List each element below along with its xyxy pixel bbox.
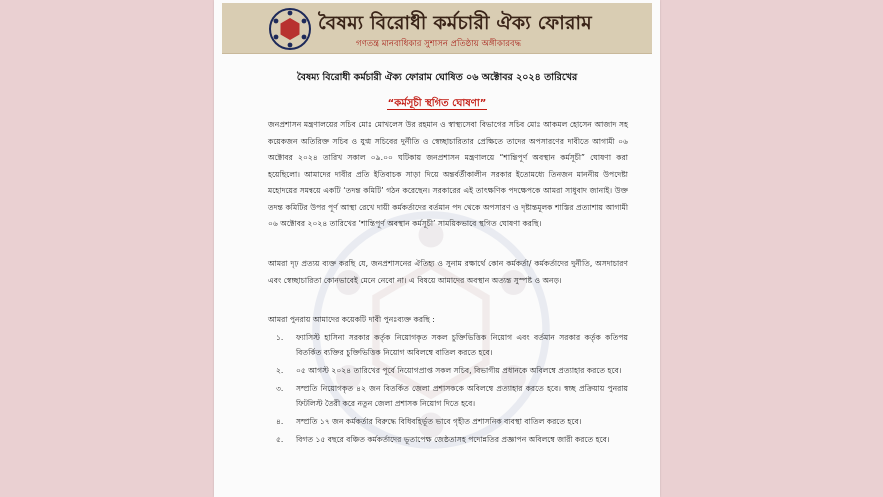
demand-item	[268, 330, 628, 360]
demand-item	[268, 414, 628, 429]
demand-number: ৩.	[276, 384, 284, 393]
document-page	[214, 0, 660, 497]
demand-item	[268, 432, 628, 447]
demands-list	[268, 330, 628, 447]
letterhead-banner	[222, 3, 652, 54]
demand-item	[268, 381, 628, 411]
demand-number: ৪.	[276, 417, 284, 426]
demand-item	[268, 363, 628, 378]
demand-text: বিগত ১৫ বছরে বঞ্চিত কর্মকর্তাদের ভূতাপেক্ষ জেষ্ঠতাসহ পদোন্নতির প্রজ্ঞাপন অবিলম্বে জারী করতে হবে।	[296, 435, 610, 444]
demand-number: ৫.	[276, 435, 284, 444]
document-heading: বৈষম্য বিরোধী কর্মচারী ঐক্য ফোরাম ঘোষিত ০৬ অক্টোবর ২০২৪ তারিখের	[296, 72, 578, 83]
hexagon-emblem-icon	[268, 7, 312, 51]
document-title	[214, 96, 660, 113]
demand-number: ১.	[276, 333, 284, 342]
demand-text: সম্প্রতি নিয়োগকৃত ৪২ জন বিতর্কিত জেলা প্রশাসককে অবিলম্বে প্রত্যাহার করতে হবে। স্বচ্ছ প্রক্রিয়ায় পুনরায় ফিটলিস্ট তৈরী করে নতুন জেলা প্রশাসক নিয়োগ দিতে হবে।	[296, 384, 628, 408]
demand-text: সম্প্রতি ১৭ জন কর্মকর্তার বিরুদ্ধে বিধিবহির্ভূত ভাবে গৃহীত প্রশাসনিক ব্যবস্থা বাতিল করতে হবে।	[296, 417, 582, 426]
paragraph-commitment: আমরা দৃঢ় প্রত্যয় ব্যক্ত করছি যে, জনপ্রশাসনের ঐতিহ্য ও সুনাম রক্ষার্থে কোন কর্মকর্তা/ কর্মকর্তাদের দুর্নীতি, অসদাচারণ এবং স্বেচ্ছাচারিতা কোনভাবেই মেনে নেবো না। এ বিষয়ে আমাদের অবস্থান অত্যন্ত সুস্পষ্ট ও অনড়।	[268, 259, 628, 285]
demands-intro: আমরা পুনরায় আমাদের কয়েকটি দাবী পুনঃব্যক্ত করছি :	[268, 315, 435, 324]
demand-number: ২.	[276, 366, 284, 375]
demand-text: ফ্যাসিস্ট হাসিনা সরকার কর্তৃক নিয়োগকৃত সকল চুক্তিভিত্তিক নিয়োগ এবং বর্তমান সরকার কর্তৃক কতিপয় বিতর্কিত ব্যক্তির চুক্তিভিত্তিক নিয়োগ অবিলম্বে বাতিল করতে হবে।	[296, 333, 628, 357]
organization-name: বৈষম্য বিরোধী কর্মচারী ঐক্য ফোরাম	[318, 12, 592, 34]
demand-text: ০৫ আগস্ট ২০২৪ তারিখের পূর্বে নিয়োগপ্রাপ্ত সকল সচিব, বিভাগীয় প্রধানকে অবিলম্বে প্রত্যাহার করতে হবে।	[296, 366, 622, 375]
organization-tagline: গণতন্ত্র মানবাধিকার সুশাসন প্রতিষ্ঠায় অঙ্গীকারবদ্ধ	[356, 39, 521, 49]
document-title-text: “কর্মসূচী স্থগিত ঘোষণা”	[387, 98, 487, 109]
paragraph-announcement: জনপ্রশাসন মন্ত্রণালয়ের সচিব মোঃ মোখলেস উর রহমান ও স্বাস্থ্যসেবা বিভাগের সচিব মোঃ আকমল হোসেন আজাদ সহ কয়েকজন অতিরিক্ত সচিব ও যুগ্ম সচিবের দুর্নীতি ও স্বেচ্ছাচারিতার প্রেক্ষিতে তাদের অপসারণের দাবীতে আগামী ০৬ অক্টোবর ২০২৪ তারিখ সকাল ০৯.০০ ঘটিকায় জনপ্রশাসন মন্ত্রণালয়ে “শান্তিপূর্ণ অবস্থান কর্মসূচী” ঘোষণা করা হয়েছিলো। আমাদের দাবীর প্রতি ইতিবাচক সাড়া দিয়ে অন্তর্বর্তীকালীন সরকার ইতোমধ্যে তিনজন মাননীয় উপদেষ্টা মহোদয়ের সমন্বয়ে একটি ‘তদন্ত কমিটি’ গঠন করেছেন। সরকারের এই তাৎক্ষণিক পদক্ষেপকে আমরা সাধুবাদ জানাই। উক্ত তদন্ত কমিটির উপর পূর্ণ আস্থা রেখে দায়ী কর্মকর্তাদের বর্তমান পদ থেকে অপসারণ ও দৃষ্টান্তমূলক শাস্তির প্রত্যাশায় আগামী ০৬ অক্টোবর ২০২৪ তারিখের ‘শান্তিপূর্ণ অবস্থান কর্মসূচী’ সাময়িকভাবে স্থগিত ঘোষণা করছি।	[268, 120, 628, 228]
